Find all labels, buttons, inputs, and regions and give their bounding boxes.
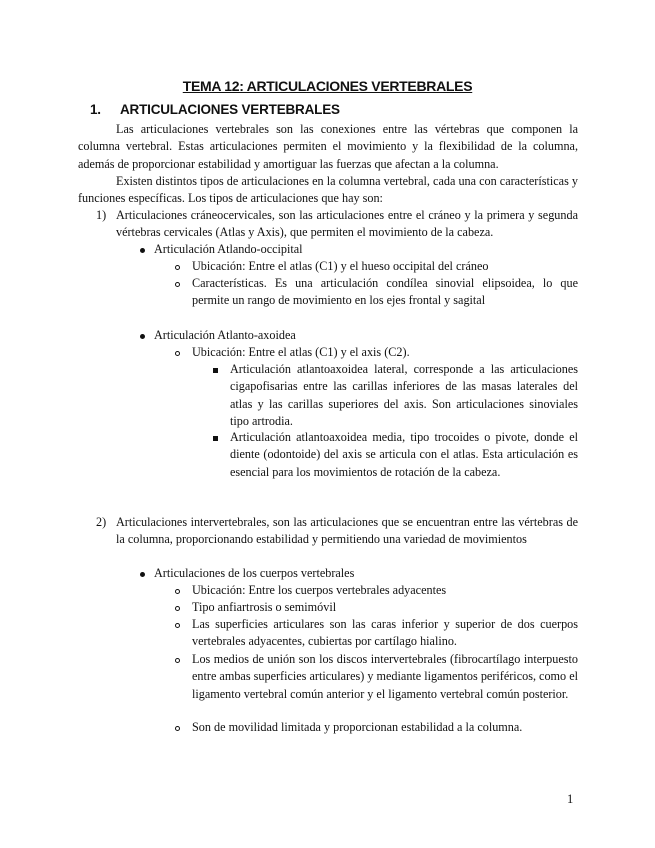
- bullet-circle: [175, 589, 180, 594]
- section-heading: [90, 102, 340, 117]
- sub-item-ubicacion-2: Ubicación: Entre el atlas (C1) y el axis (C2).: [192, 345, 410, 359]
- bullet-atlando-occipital: Articulación Atlando-occipital: [154, 242, 303, 256]
- section-title: ARTICULACIONES VERTEBRALES: [120, 102, 340, 117]
- sub-item-movilidad: Son de movilidad limitada y proporcionan estabilidad a la columna.: [192, 720, 523, 734]
- sub-item-tipo: Tipo anfiartrosis o semimóvil: [192, 600, 337, 614]
- list-marker-1: 1): [96, 208, 107, 222]
- bullet-circle: [175, 606, 180, 611]
- list-item-1: Articulaciones cráneocervicales, son las articulaciones entre el cráneo y la primera y segunda vértebras cervicales (Atlas y Axis), que permiten el movimiento de la cabeza.: [116, 208, 578, 240]
- sub-item-ubicacion-1: Ubicación: Entre el atlas (C1) y el hueso occipital del cráneo: [192, 259, 489, 273]
- bullet-circle: [175, 658, 180, 663]
- bullet-dot: [140, 248, 145, 253]
- bullet-circle: [175, 351, 180, 356]
- page-number: 1: [567, 792, 574, 806]
- bullet-circle: [175, 282, 180, 287]
- sub-sub-item-lateral: Articulación atlantoaxoidea lateral, corresponde a las articulaciones cigapofisarias entre las carillas inferiores de las masas laterales del atlas y las carillas superiores del axis. Son articulaciones sinoviales tipo artrodia.: [230, 362, 578, 428]
- section-number: 1.: [90, 102, 101, 117]
- list-marker-2: 2): [96, 515, 107, 529]
- list-item-2: Articulaciones intervertebrales, son las articulaciones que se encuentran entre las vértebras de la columna, proporcionando estabilidad y permitiendo una variedad de movimientos: [116, 515, 578, 547]
- intro-paragraph-2: Existen distintos tipos de articulaciones en la columna vertebral, cada una con características y funciones específicas. Los tipos de articulaciones que hay son:: [78, 174, 578, 206]
- intro-paragraph-1: Las articulaciones vertebrales son las conexiones entre las vértebras que componen la columna vertebral. Estas articulaciones permiten el movimiento y la flexibilidad de la columna, además de proporcionar estabilidad y amortiguar las fuerzas que afectan a la columna.: [78, 122, 578, 171]
- bullet-cuerpos-vertebrales: Articulaciones de los cuerpos vertebrales: [154, 566, 355, 580]
- bullet-circle: [175, 265, 180, 270]
- document-title: TEMA 12: ARTICULACIONES VERTEBRALES: [182, 78, 473, 94]
- sub-item-caracteristicas-1: Características. Es una articulación condílea sinovial elipsoidea, lo que permite un rango de movimiento en los ejes frontal y sagital: [192, 276, 578, 308]
- bullet-square: [213, 368, 218, 373]
- bullet-dot: [140, 334, 145, 339]
- sub-sub-item-media: Articulación atlantoaxoidea media, tipo trocoides o pivote, donde el diente (odontoide) del axis se articula con el atlas. Esta articulación es esencial para los movimientos de rotación de la cabeza.: [230, 430, 578, 479]
- bullet-dot: [140, 572, 145, 577]
- sub-item-superficies: Las superficies articulares son las caras inferior y superior de dos cuerpos vertebrales adyacentes, cubiertas por cartílago hialino.: [192, 617, 578, 649]
- bullet-circle: [175, 623, 180, 628]
- sub-item-ubicacion-3: Ubicación: Entre los cuerpos vertebrales adyacentes: [192, 583, 447, 597]
- bullet-circle: [175, 726, 180, 731]
- bullet-atlanto-axoidea: Articulación Atlanto-axoidea: [154, 328, 296, 342]
- bullet-square: [213, 436, 218, 441]
- sub-item-medios-union: Los medios de unión son los discos intervertebrales (fibrocartílago interpuesto entre ambas superficies articulares) y mediante ligamentos periféricos, como el ligamento vertebral común anterior y el ligamento vertebral común posterior.: [192, 652, 578, 701]
